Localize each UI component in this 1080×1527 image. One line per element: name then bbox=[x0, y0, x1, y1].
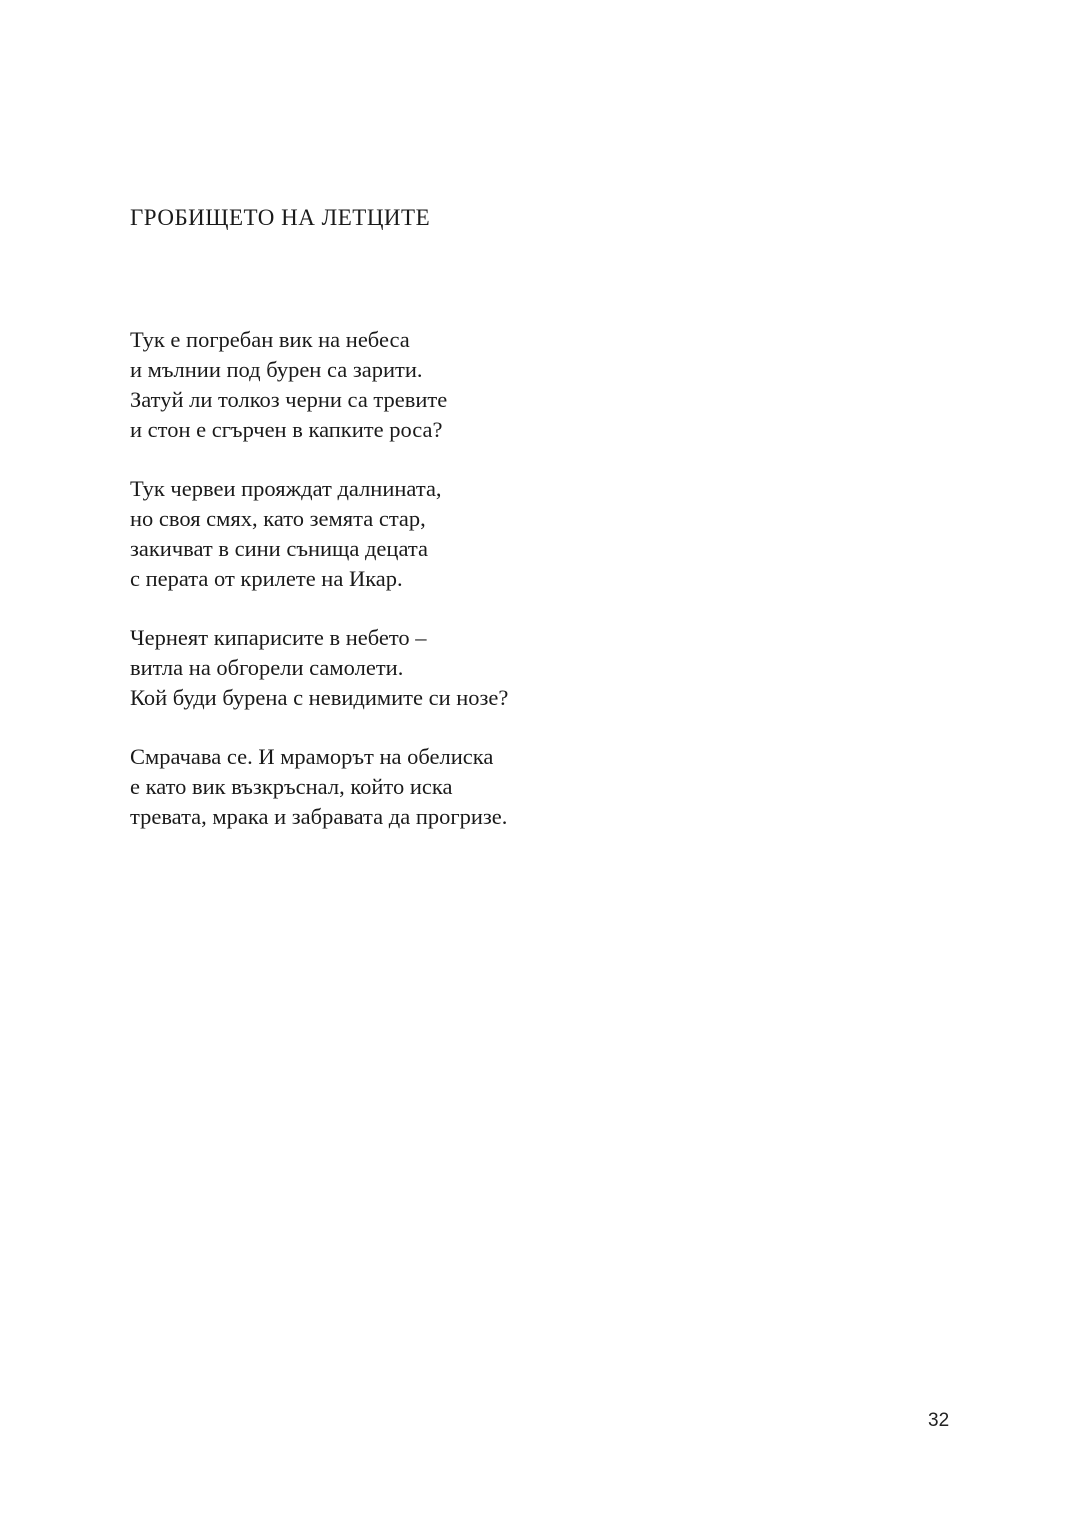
stanza-4 bbox=[130, 742, 508, 832]
poem-line: закичват в сини сънища децата bbox=[130, 536, 428, 561]
poem-line: Тук червеи прояждат далнината, bbox=[130, 476, 442, 501]
poem-line: но своя смях, като земята стар, bbox=[130, 506, 426, 531]
poem-line: е като вик възкръснал, който иска bbox=[130, 774, 453, 799]
poem-line: Тук е погребан вик на небеса bbox=[130, 327, 410, 352]
poem-body bbox=[130, 325, 508, 861]
poem-line: Кой буди бурена с невидимите си нозе? bbox=[130, 685, 509, 710]
page-number: 32 bbox=[928, 1410, 950, 1431]
poem-title: ГРОБИЩЕТО НА ЛЕТЦИТЕ bbox=[130, 205, 431, 230]
poem-line: и стон е сгърчен в капките роса? bbox=[130, 417, 443, 442]
poem-line: тревата, мрака и забравата да прогризе. bbox=[130, 804, 508, 829]
stanza-3 bbox=[130, 623, 508, 713]
poem-line: витла на обгорели самолети. bbox=[130, 655, 404, 680]
poem-line: Смрачава се. И мраморът на обелиска bbox=[130, 744, 494, 769]
stanza-2 bbox=[130, 474, 508, 594]
poem-line: и мълнии под бурен са зарити. bbox=[130, 357, 423, 382]
poem-line: Затуй ли толкоз черни са тревите bbox=[130, 387, 448, 412]
poem-line: Чернеят кипарисите в небето – bbox=[130, 625, 427, 650]
stanza-1 bbox=[130, 325, 508, 445]
poem-line: с перата от крилете на Икар. bbox=[130, 566, 403, 591]
